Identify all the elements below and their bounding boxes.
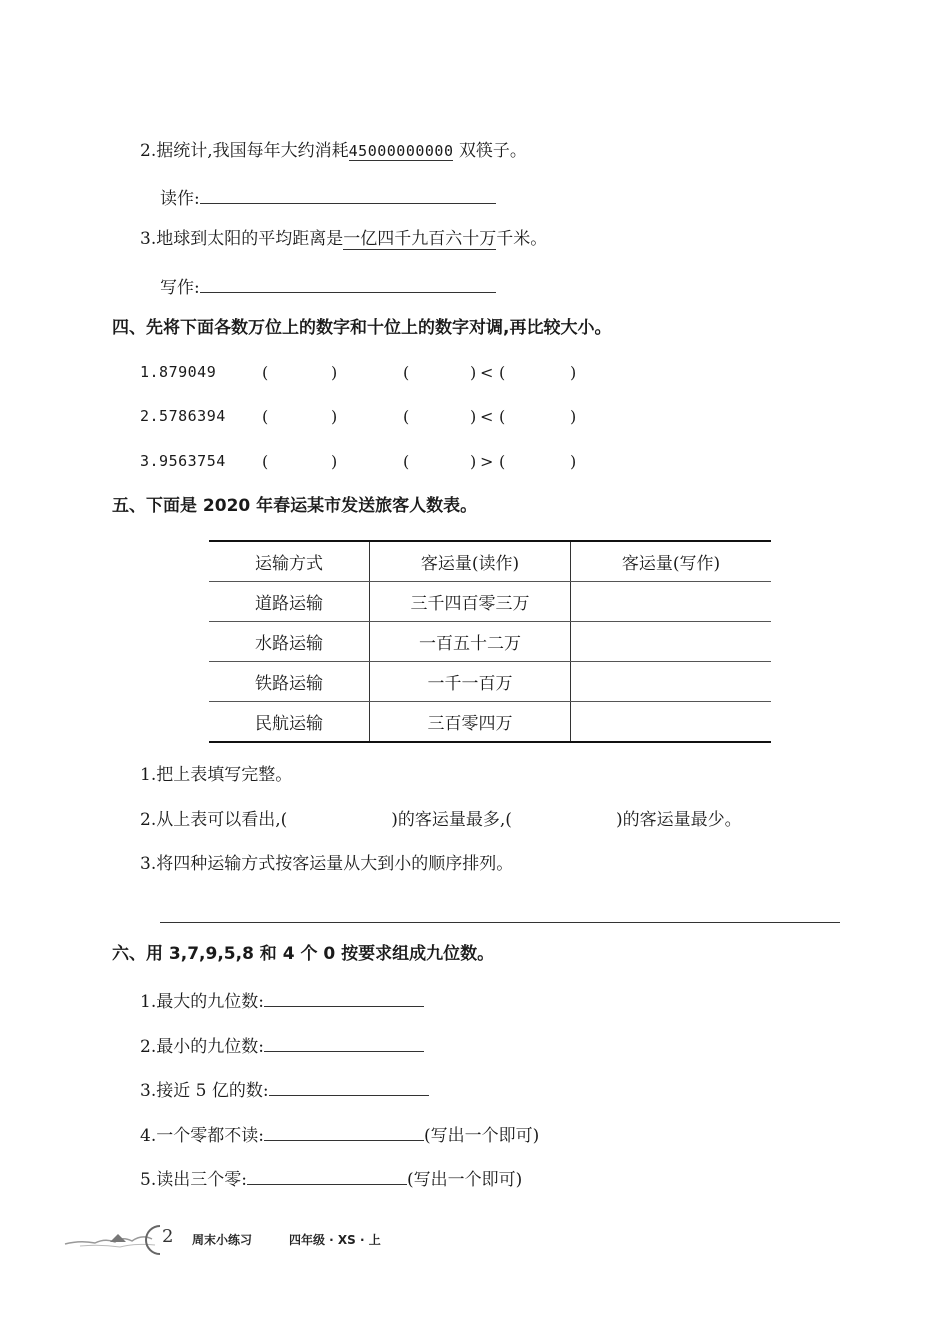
question-text: 5.读出三个零: — [140, 1170, 247, 1190]
table-header: 运输方式 — [209, 541, 370, 582]
answer-blank-1[interactable]: ( — [262, 407, 269, 426]
question-text-end: 双筷子。 — [458, 141, 527, 161]
answer-blank-2[interactable]: ( — [403, 452, 410, 471]
answer-label: 读作: — [160, 189, 200, 209]
table-cell: 三百零四万 — [370, 702, 571, 743]
compare-symbol: < — [480, 407, 494, 426]
answer-line-write — [160, 276, 496, 297]
question-text: 2.从上表可以看出,( — [140, 810, 288, 830]
passenger-table — [209, 540, 771, 743]
answer-blank[interactable] — [264, 1035, 424, 1052]
answer-blank-1[interactable]: ( — [262, 452, 269, 471]
answer-blank[interactable] — [269, 1079, 429, 1096]
section-4-title: 四、先将下面各数万位上的数字和十位上的数字对调,再比较大小。 — [112, 318, 612, 338]
number-label: 1.879049 — [140, 363, 217, 381]
page-number: 2 — [162, 1226, 174, 1247]
section-5-title: 五、下面是 2020 年春运某市发送旅客人数表。 — [112, 496, 478, 516]
question-text: 4.一个零都不读: — [140, 1126, 264, 1146]
table-answer-cell[interactable] — [571, 662, 772, 702]
compare-symbol: > — [480, 452, 494, 471]
table-cell: 一百五十二万 — [370, 622, 571, 662]
underlined-number-words: 一亿四千九百六十万 — [343, 229, 497, 249]
compare-symbol: < — [480, 363, 494, 382]
answer-blank[interactable] — [247, 1168, 407, 1185]
question-6-3 — [140, 1079, 429, 1100]
footer-grade: 四年级 · XS · 上 — [289, 1233, 381, 1247]
table-row — [209, 622, 771, 662]
answer-blank-3[interactable]: ( — [499, 407, 506, 426]
question-3-3 — [140, 231, 547, 248]
answer-label: 写作: — [160, 278, 200, 298]
table-cell: 道路运输 — [209, 582, 370, 622]
section-6-title: 六、用 3,7,9,5,8 和 4 个 0 按要求组成九位数。 — [112, 944, 495, 964]
table-header: 客运量(写作) — [571, 541, 772, 582]
question-text-end: )的客运量最少。 — [615, 810, 742, 830]
answer-blank-3[interactable]: ( — [499, 363, 506, 382]
question-5-1: 1.把上表填写完整。 — [140, 765, 293, 785]
question-number: 2. — [140, 141, 157, 161]
answer-blank-2[interactable]: ( — [403, 363, 410, 382]
question-3-2 — [140, 143, 527, 160]
answer-blank[interactable] — [264, 990, 424, 1007]
question-number: 3. — [140, 229, 157, 249]
question-text: 2.最小的九位数: — [140, 1037, 264, 1057]
table-header-row — [209, 541, 771, 582]
table-cell: 民航运输 — [209, 702, 370, 743]
question-text: 据统计,我国每年大约消耗 — [156, 141, 349, 161]
question-text-end: 千米。 — [496, 229, 548, 249]
table-header: 客运量(读作) — [370, 541, 571, 582]
answer-blank-2[interactable]: ( — [403, 407, 410, 426]
answer-blank[interactable] — [200, 276, 496, 293]
table-cell: 一千一百万 — [370, 662, 571, 702]
footer-series: 周末小练习 — [192, 1233, 253, 1247]
answer-blank[interactable] — [200, 187, 496, 204]
table-row — [209, 702, 771, 743]
table-row — [209, 662, 771, 702]
question-5-3: 3.将四种运输方式按客运量从大到小的顺序排列。 — [140, 854, 514, 874]
table-answer-cell[interactable] — [571, 702, 772, 743]
answer-blank-1[interactable]: ( — [262, 363, 269, 382]
question-5-2 — [140, 812, 742, 829]
number-label: 3.9563754 — [140, 452, 226, 470]
table-cell: 铁路运输 — [209, 662, 370, 702]
answer-line-order[interactable] — [160, 922, 840, 923]
cloud-ornament-icon — [60, 1220, 170, 1256]
table-answer-cell[interactable] — [571, 582, 772, 622]
table-row — [209, 582, 771, 622]
question-note: (写出一个即可) — [406, 1170, 523, 1190]
underlined-number: 45000000000 — [348, 142, 454, 160]
question-6-5 — [140, 1168, 522, 1189]
question-note: (写出一个即可) — [423, 1126, 540, 1146]
question-text: 地球到太阳的平均距离是 — [156, 229, 344, 249]
number-label: 2.5786394 — [140, 407, 226, 425]
question-text: 3.接近 5 亿的数: — [140, 1081, 269, 1101]
question-6-2 — [140, 1035, 424, 1056]
table-answer-cell[interactable] — [571, 622, 772, 662]
answer-blank-3[interactable]: ( — [499, 452, 506, 471]
table-cell: 三千四百零三万 — [370, 582, 571, 622]
question-text: 1.最大的九位数: — [140, 992, 264, 1012]
answer-line-read — [160, 187, 496, 208]
footer-ornament — [60, 1220, 170, 1260]
question-6-1 — [140, 990, 424, 1011]
question-6-4 — [140, 1124, 539, 1145]
answer-blank[interactable] — [264, 1124, 424, 1141]
table-cell: 水路运输 — [209, 622, 370, 662]
question-text-middle: )的客运量最多,( — [391, 810, 512, 830]
